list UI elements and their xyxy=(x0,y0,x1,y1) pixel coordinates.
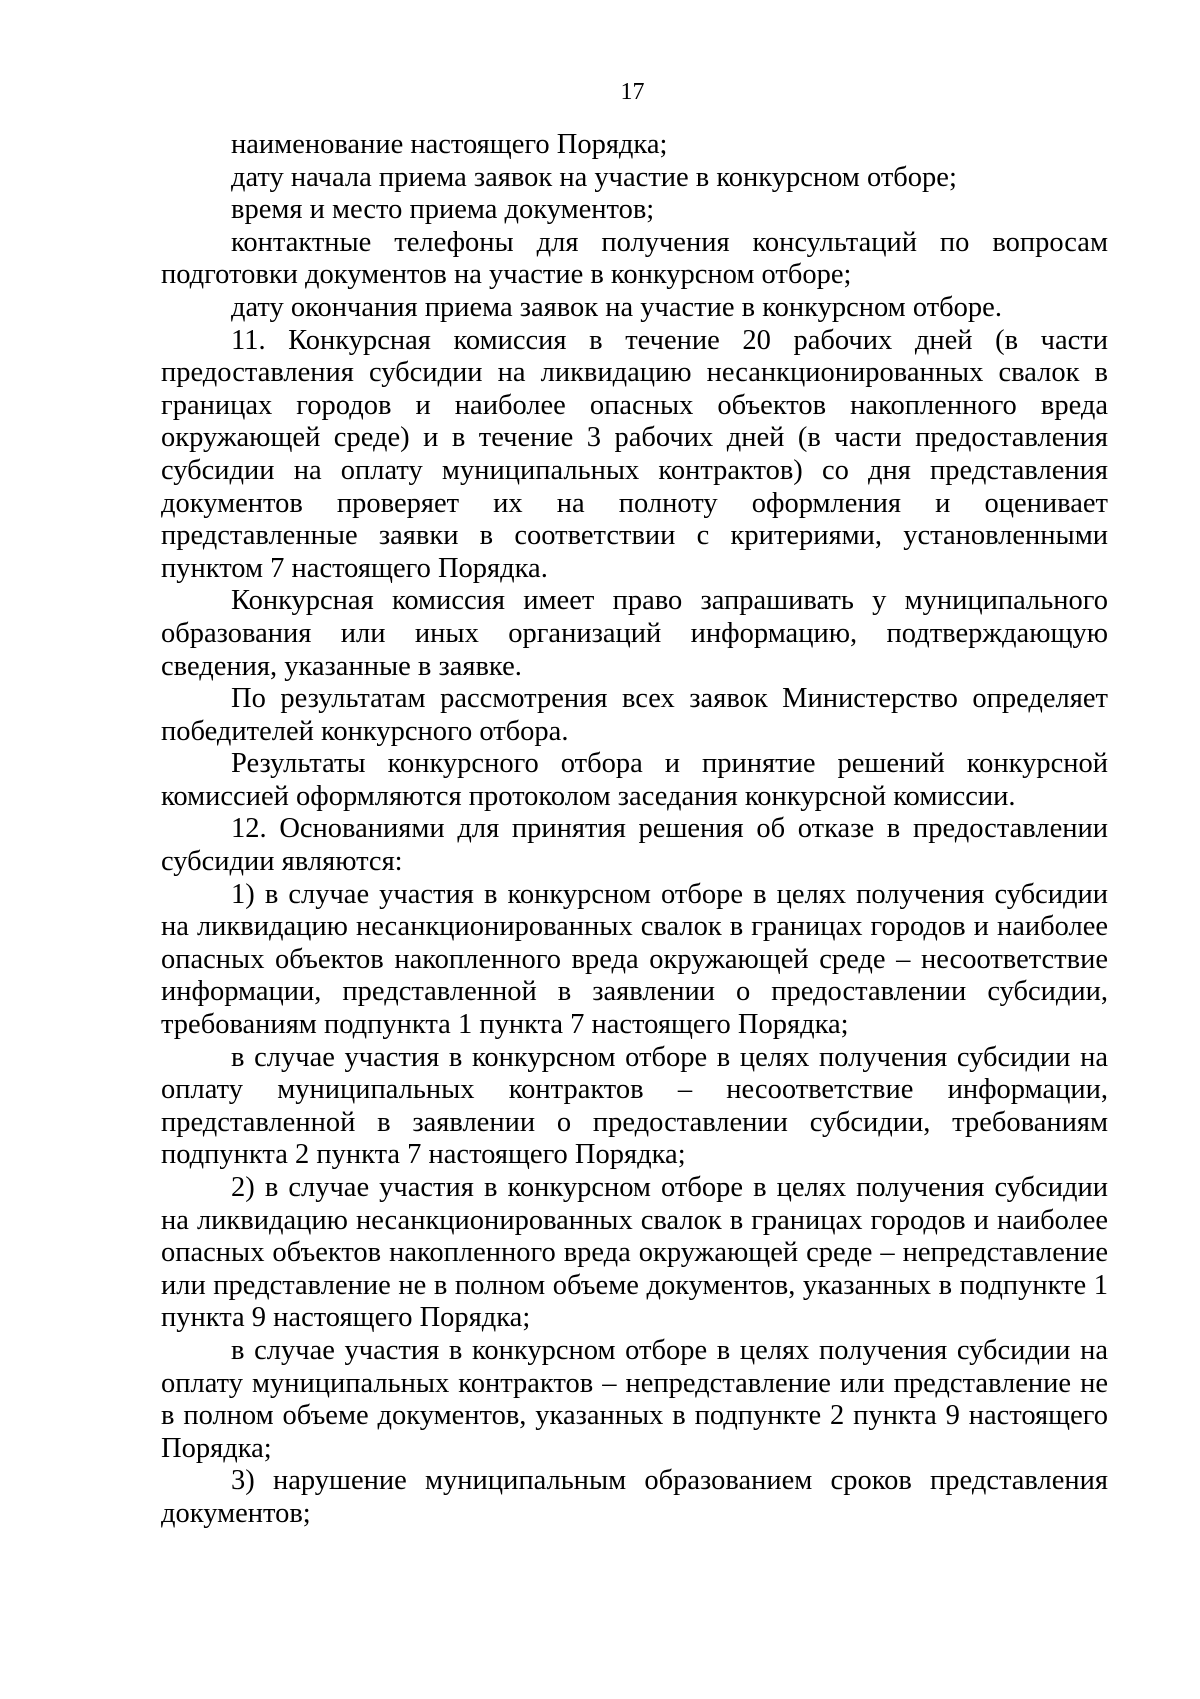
paragraph: 3) нарушение муниципальным образованием сроков представления документов; xyxy=(161,1465,1108,1529)
paragraph: дату окончания приема заявок на участие в конкурсном отборе. xyxy=(231,291,1002,323)
page-number: 17 xyxy=(620,79,645,105)
paragraph: в случае участия в конкурсном отборе в целях получения субсидии на оплату муниципальных контрактов – несоответствие информации, представленной в заявлении о предоставлении субсидии, требованиям подпункта 2 пункта 7 настоящего Порядка; xyxy=(161,1041,1108,1171)
paragraph: в случае участия в конкурсном отборе в целях получения субсидии на оплату муниципальных контрактов – непредставление или представление не в полном объеме документов, указанных в подпункте 2 пункта 9 настоящего Порядка; xyxy=(161,1334,1108,1464)
paragraph: время и место приема документов; xyxy=(231,194,655,226)
paragraph: наименование настоящего Порядка; xyxy=(231,129,668,160)
paragraph: контактные телефоны для получения консультаций по вопросам подготовки документов на участие в конкурсном отборе; xyxy=(161,226,1108,291)
paragraph: По результатам рассмотрения всех заявок Министерство определяет победителей конкурсного отбора. xyxy=(161,683,1108,747)
document-body xyxy=(161,129,1108,1531)
paragraph: 1) в случае участия в конкурсном отборе в целях получения субсидии на ликвидацию несанкционированных свалок в границах городов и наиболее опасных объектов накопленного вреда окружающей среде – несоответствие информации, представленной в заявлении о предоставлении субсидии, требованиям подпункта 1 пункта 7 настоящего Порядка; xyxy=(161,878,1108,1041)
paragraph: 11. Конкурсная комиссия в течение 20 рабочих дней (в части предоставления субсидии на ликвидацию несанкционированных свалок в границах городов и наиболее опасных объектов накопленного вреда окружающей среде) и в течение 3 рабочих дней (в части предоставления субсидии на оплату муниципальных контрактов) со дня представления документов проверяет их на полноту оформления и оценивает представленные заявки в соответствии с критериями, установленными пунктом 7 настоящего Порядка. xyxy=(161,324,1108,584)
paragraph: 12. Основаниями для принятия решения об отказе в предоставлении субсидии являются: xyxy=(161,813,1108,878)
paragraph: Конкурсная комиссия имеет право запрашивать у муниципального образования или иных организаций информацию, подтверждающую сведения, указанные в заявке. xyxy=(161,585,1108,682)
paragraph: Результаты конкурсного отбора и принятие решений конкурсной комиссией оформляются протоколом заседания конкурсной комиссии. xyxy=(161,748,1108,812)
paragraph: 2) в случае участия в конкурсном отборе в целях получения субсидии на ликвидацию несанкционированных свалок в границах городов и наиболее опасных объектов накопленного вреда окружающей среде – непредставление или представление не в полном объеме документов, указанных в подпункте 1 пункта 9 настоящего Порядка; xyxy=(161,1172,1108,1334)
paragraph: дату начала приема заявок на участие в конкурсном отборе; xyxy=(231,161,957,193)
